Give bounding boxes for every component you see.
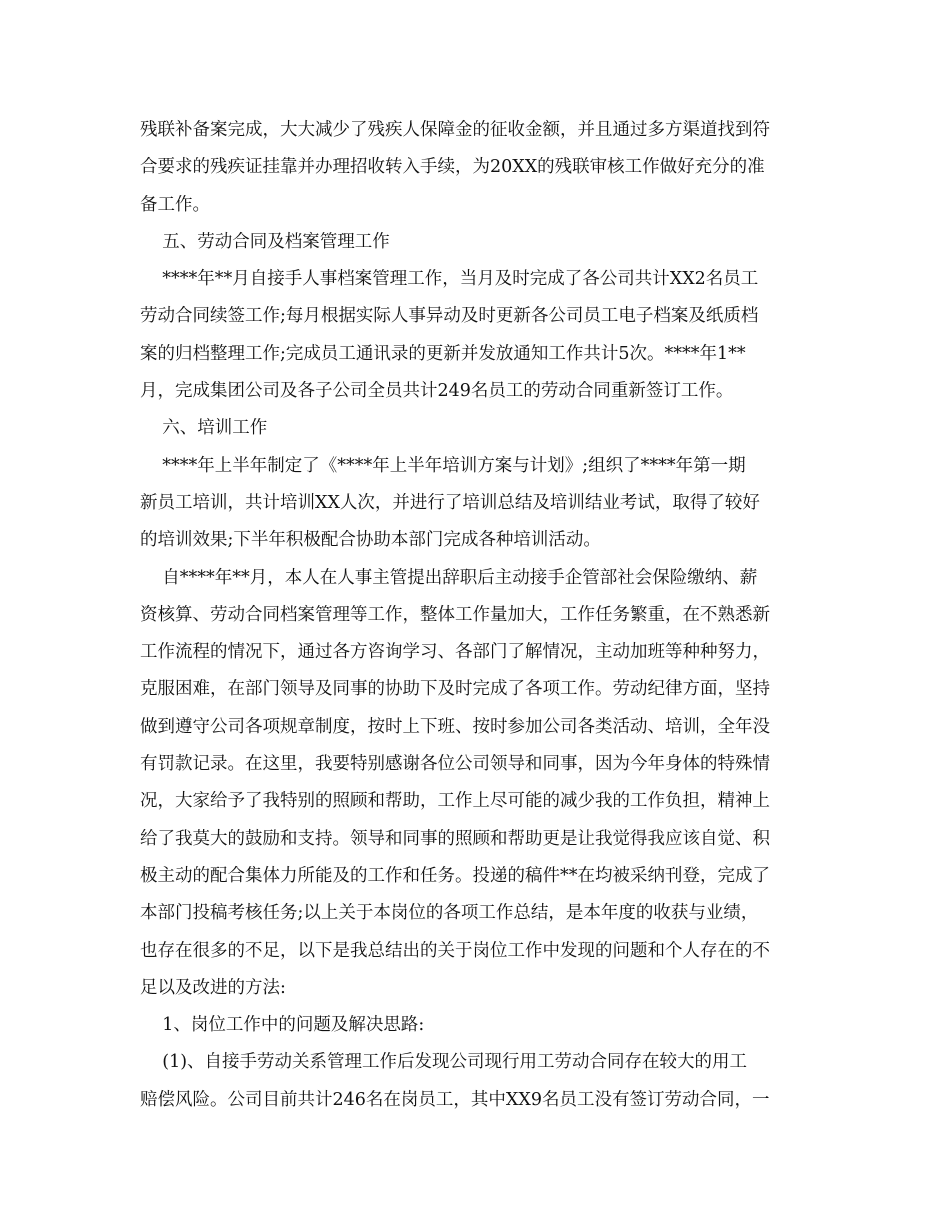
text-line: 的培训效果;下半年积极配合协助本部门完成各种培训活动。 — [140, 530, 601, 551]
text-line: 有罚款记录。在这里，我要特别感谢各位公司领导和同事，因为今年身体的特殊情 — [140, 754, 770, 775]
text-line: 资核算、劳动合同档案管理等工作，整体工作量加大，工作任务繁重，在不熟悉新 — [140, 604, 770, 625]
text-line: ****年上半年制定了《****年上半年培训方案与计划》;组织了****年第一期 — [140, 455, 746, 476]
text-line: (1)、自接手劳动关系管理工作后发现公司现行用工劳动合同存在较大的用工 — [140, 1052, 748, 1073]
text-line: 极主动的配合集体力所能及的工作和任务。投递的稿件**在均被采纳刊登，完成了 — [140, 865, 770, 886]
text-line: 备工作。 — [140, 194, 210, 215]
text-line: 新员工培训，共计培训XX人次，并进行了培训总结及培训结业考试，取得了较好 — [140, 492, 760, 513]
document-body — [140, 112, 820, 1119]
text-line: 赔偿风险。公司目前共计246名在岗员工，其中XX9名员工没有签订劳动合同，一 — [140, 1089, 770, 1110]
text-line: 也存在很多的不足，以下是我总结出的关于岗位工作中发现的问题和个人存在的不 — [140, 940, 770, 961]
text-line: ****年**月自接手人事档案管理工作，当月及时完成了各公司共计XX2名员工 — [140, 269, 759, 290]
text-line: 工作流程的情况下，通过各方咨询学习、各部门了解情况，主动加班等种种努力， — [140, 642, 770, 663]
text-line: 本部门投稿考核任务;以上关于本岗位的各项工作总结，是本年度的收获与业绩， — [140, 903, 759, 924]
text-line: 克服困难，在部门领导及同事的协助下及时完成了各项工作。劳动纪律方面，坚持 — [140, 679, 770, 700]
sub-heading: 1、岗位工作中的问题及解决思路: — [140, 1015, 425, 1036]
text-line: 足以及改进的方法: — [140, 977, 286, 998]
text-line: 况，大家给予了我特别的照顾和帮助，工作上尽可能的减少我的工作负担，精神上 — [140, 791, 770, 812]
text-line: 给了我莫大的鼓励和支持。领导和同事的照顾和帮助更是让我觉得我应该自觉、积 — [140, 828, 770, 849]
text-line: 做到遵守公司各项规章制度，按时上下班、按时参加公司各类活动、培训，全年没 — [140, 716, 770, 737]
text-line: 案的归档整理工作;完成员工通讯录的更新并发放通知工作共计5次。****年1** — [140, 343, 746, 364]
text-line: 月，完成集团公司及各子公司全员共计249名员工的劳动合同重新签订工作。 — [140, 381, 734, 402]
section-heading: 六、培训工作 — [140, 418, 268, 439]
text-line: 劳动合同续签工作;每月根据实际人事异动及时更新各公司员工电子档案及纸质档 — [140, 306, 759, 327]
text-line: 残联补备案完成，大大减少了残疾人保障金的征收金额，并且通过多方渠道找到符 — [140, 120, 770, 140]
text-line: 合要求的残疾证挂靠并办理招收转入手续，为20XX的残联审核工作做好充分的准 — [140, 157, 765, 178]
text-line: 自****年**月，本人在人事主管提出辞职后主动接手企管部社会保险缴纳、薪 — [140, 567, 758, 588]
section-heading: 五、劳动合同及档案管理工作 — [140, 231, 390, 252]
